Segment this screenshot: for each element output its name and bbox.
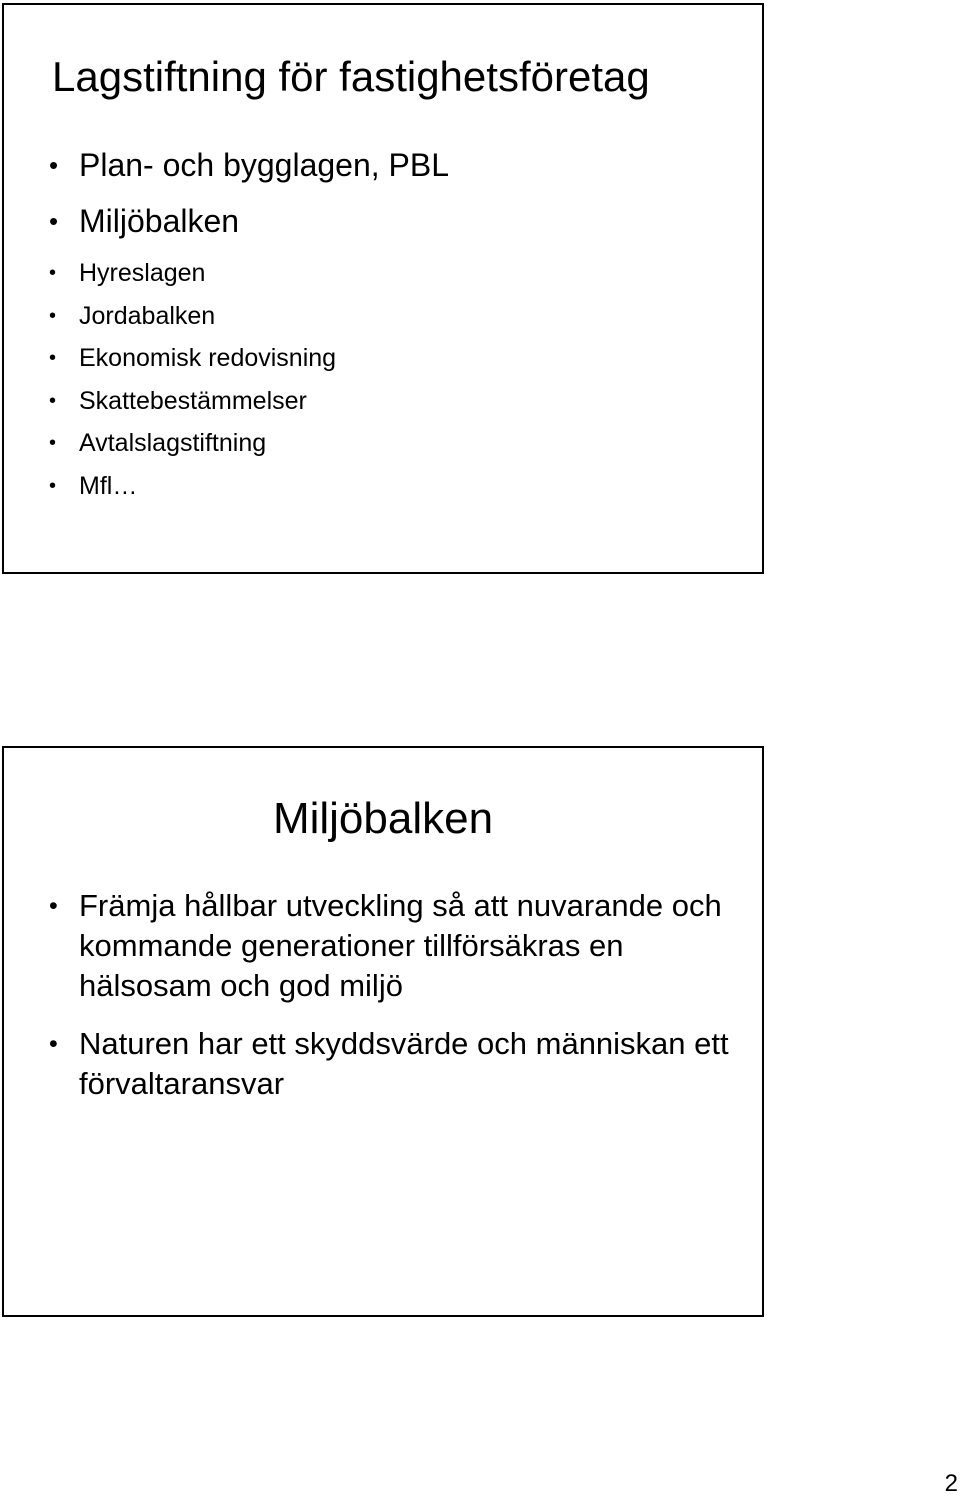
bullet-icon: • (49, 389, 57, 412)
bullet-icon: • (49, 206, 59, 236)
list-item (49, 201, 739, 257)
slide-title: Miljöbalken (272, 794, 494, 843)
list-item-text: Plan- och bygglagen, PBL (79, 147, 450, 183)
slide-title: Lagstiftning för fastighetsföretag (52, 53, 650, 100)
list-item-text: Naturen har ett skyddsvärde och människan ett förvaltaransvar (79, 1026, 729, 1101)
bullet-list (49, 145, 739, 513)
list-item (49, 257, 739, 300)
list-item (49, 1024, 739, 1104)
list-item (49, 342, 739, 385)
list-item-text: Hyreslagen (79, 259, 206, 287)
list-item (49, 470, 739, 513)
list-item (49, 145, 739, 201)
page-number: 2 (944, 1470, 958, 1497)
slide-1 (2, 3, 764, 574)
list-item-text: Jordabalken (79, 301, 216, 330)
list-item-text: Avtalslagstiftning (79, 429, 267, 458)
list-item (49, 886, 739, 1006)
bullet-icon: • (49, 892, 58, 920)
bullet-icon: • (49, 1030, 58, 1058)
list-item (49, 300, 739, 343)
list-item-text: Ekonomisk redovisning (79, 344, 337, 373)
bullet-icon: • (49, 474, 57, 497)
list-item-text: Mfl… (79, 471, 138, 500)
bullet-icon: • (49, 150, 59, 180)
bullet-icon: • (49, 432, 57, 455)
list-item-text: Skattebestämmelser (79, 386, 307, 415)
list-item-text: Miljöbalken (79, 203, 240, 239)
bullet-icon: • (49, 304, 57, 327)
slide-2 (2, 746, 764, 1317)
bullet-icon: • (49, 347, 57, 370)
list-item (49, 427, 739, 470)
bullet-list (49, 886, 739, 1104)
list-item (49, 385, 739, 428)
bullet-icon: • (49, 262, 57, 284)
list-item-text: Främja hållbar utveckling så att nuvarande och kommande generationer tillförsäkras en hälsosam och god miljö (79, 888, 722, 1003)
